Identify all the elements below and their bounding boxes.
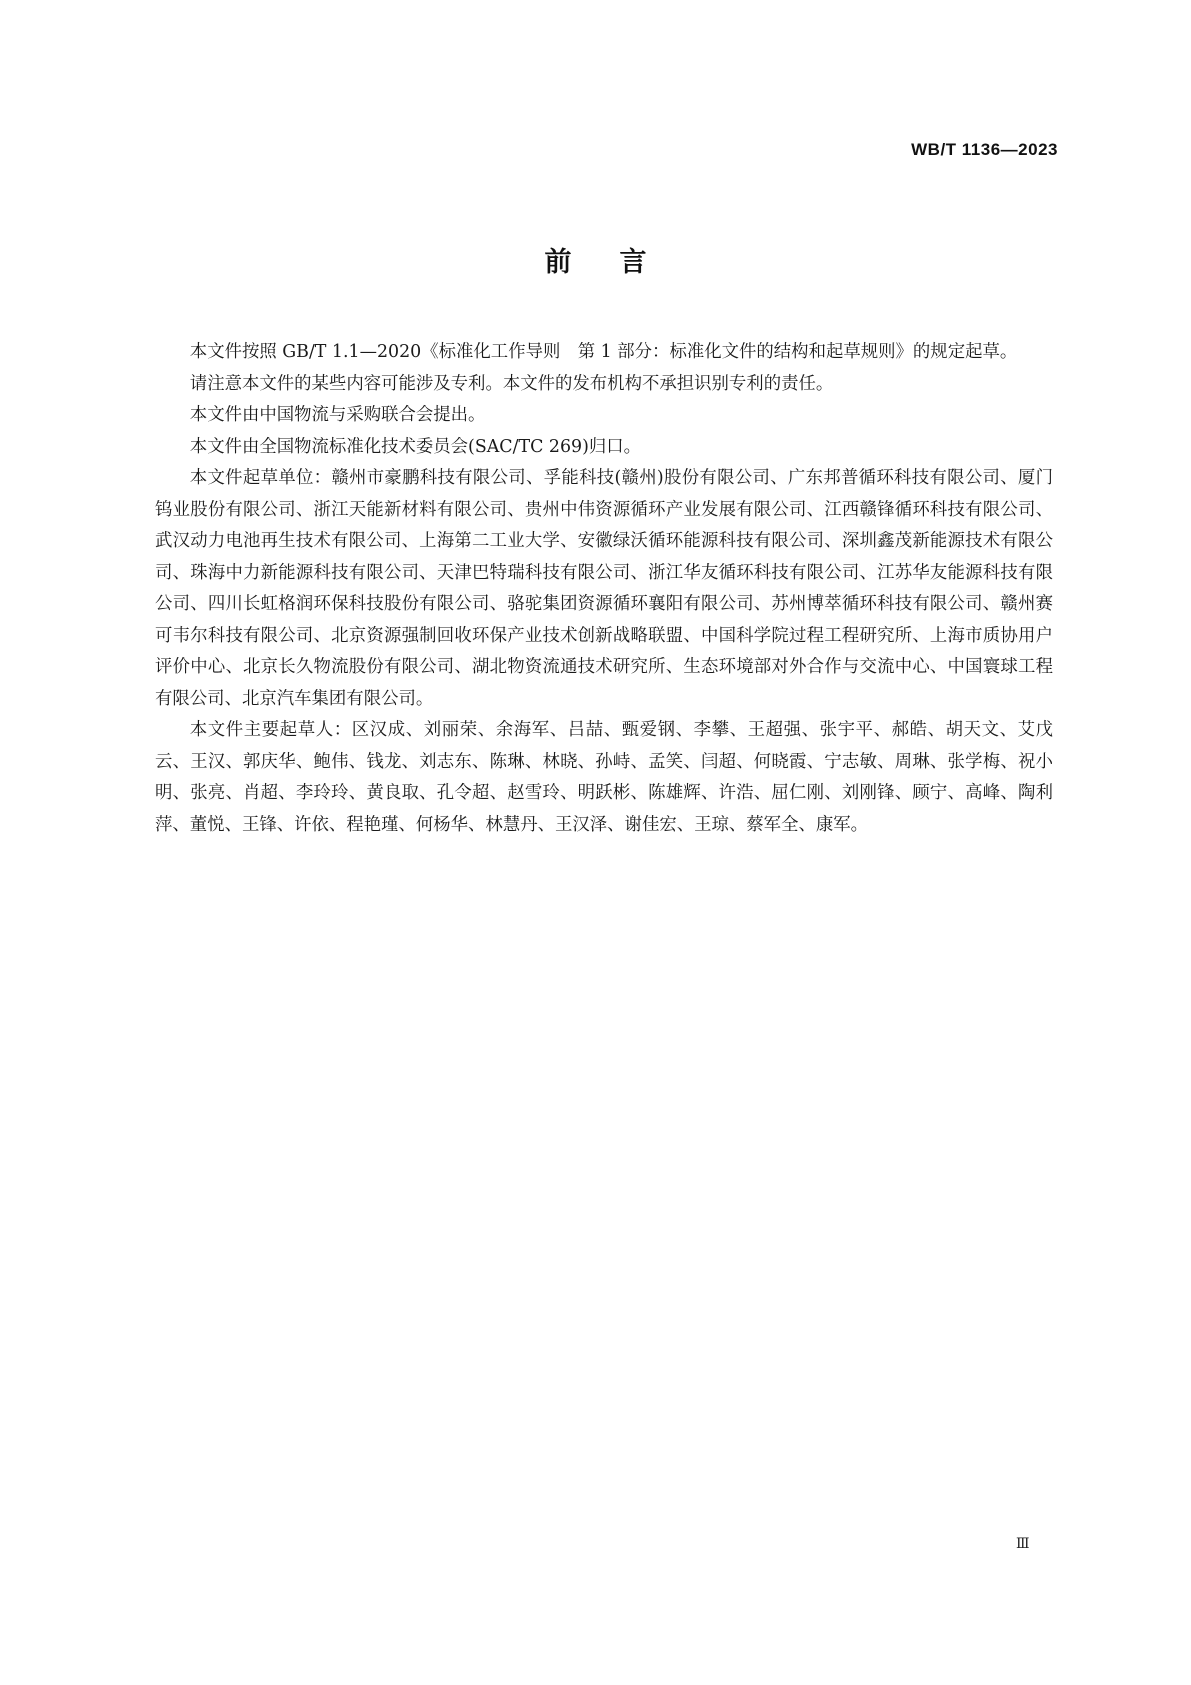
foreword-body — [155, 337, 1053, 841]
paragraph-administrator: 本文件由全国物流标准化技术委员会(SAC/TC 269)归口。 — [189, 436, 642, 457]
paragraph-drafters: 本文件主要起草人：区汉成、刘丽荣、余海军、吕喆、甄爱钢、李攀、王超强、张宇平、郝皓、胡天文、艾戊云、王汉、郭庆华、鲍伟、钱龙、刘志东、陈琳、林晓、孙峙、孟笑、闫超、何晓霞、宁志敏、周琳、张学梅、祝小明、张亮、肖超、李玲玲、黄良取、孔令超、赵雪玲、明跃彬、陈雄辉、许浩、屈仁刚、刘刚锋、顾宁、高峰、陶利萍、董悦、王锋、许依、程艳瑾、何杨华、林慧丹、王汉泽、谢佳宏、王琼、蔡军全、康军。 — [155, 720, 1053, 835]
standard-code: WB/T 1136—2023 — [911, 140, 1058, 159]
paragraph-patent-notice: 请注意本文件的某些内容可能涉及专利。本文件的发布机构不承担识别专利的责任。 — [189, 373, 834, 394]
paragraph-proposer: 本文件由中国物流与采购联合会提出。 — [189, 405, 486, 425]
page-number: Ⅲ — [1016, 1536, 1030, 1552]
paragraph-drafting-rules: 本文件按照 GB/T 1.1—2020《标准化工作导则 第 1 部分：标准化文件的结构和起草规则》的规定起草。 — [189, 342, 1018, 362]
paragraph-drafting-units: 本文件起草单位：赣州市豪鹏科技有限公司、孚能科技(赣州)股份有限公司、广东邦普循环科技有限公司、厦门钨业股份有限公司、浙江天能新材料有限公司、贵州中伟资源循环产业发展有限公司、江西赣锋循环科技有限公司、武汉动力电池再生技术有限公司、上海第二工业大学、安徽绿沃循环能源科技有限公司、深圳鑫茂新能源技术有限公司、珠海中力新能源科技有限公司、天津巴特瑞科技有限公司、浙江华友循环科技有限公司、江苏华友能源科技有限公司、四川长虹格润环保科技股份有限公司、骆驼集团资源循环襄阳有限公司、苏州博萃循环科技有限公司、赣州赛可韦尔科技有限公司、北京资源强制回收环保产业技术创新战略联盟、中国科学院过程工程研究所、上海市质协用户评价中心、北京长久物流股份有限公司、湖北物资流通技术研究所、生态环境部对外合作与交流中心、中国寰球工程有限公司、北京汽车集团有限公司。 — [155, 468, 1053, 709]
page-title: 前言 — [544, 247, 695, 278]
